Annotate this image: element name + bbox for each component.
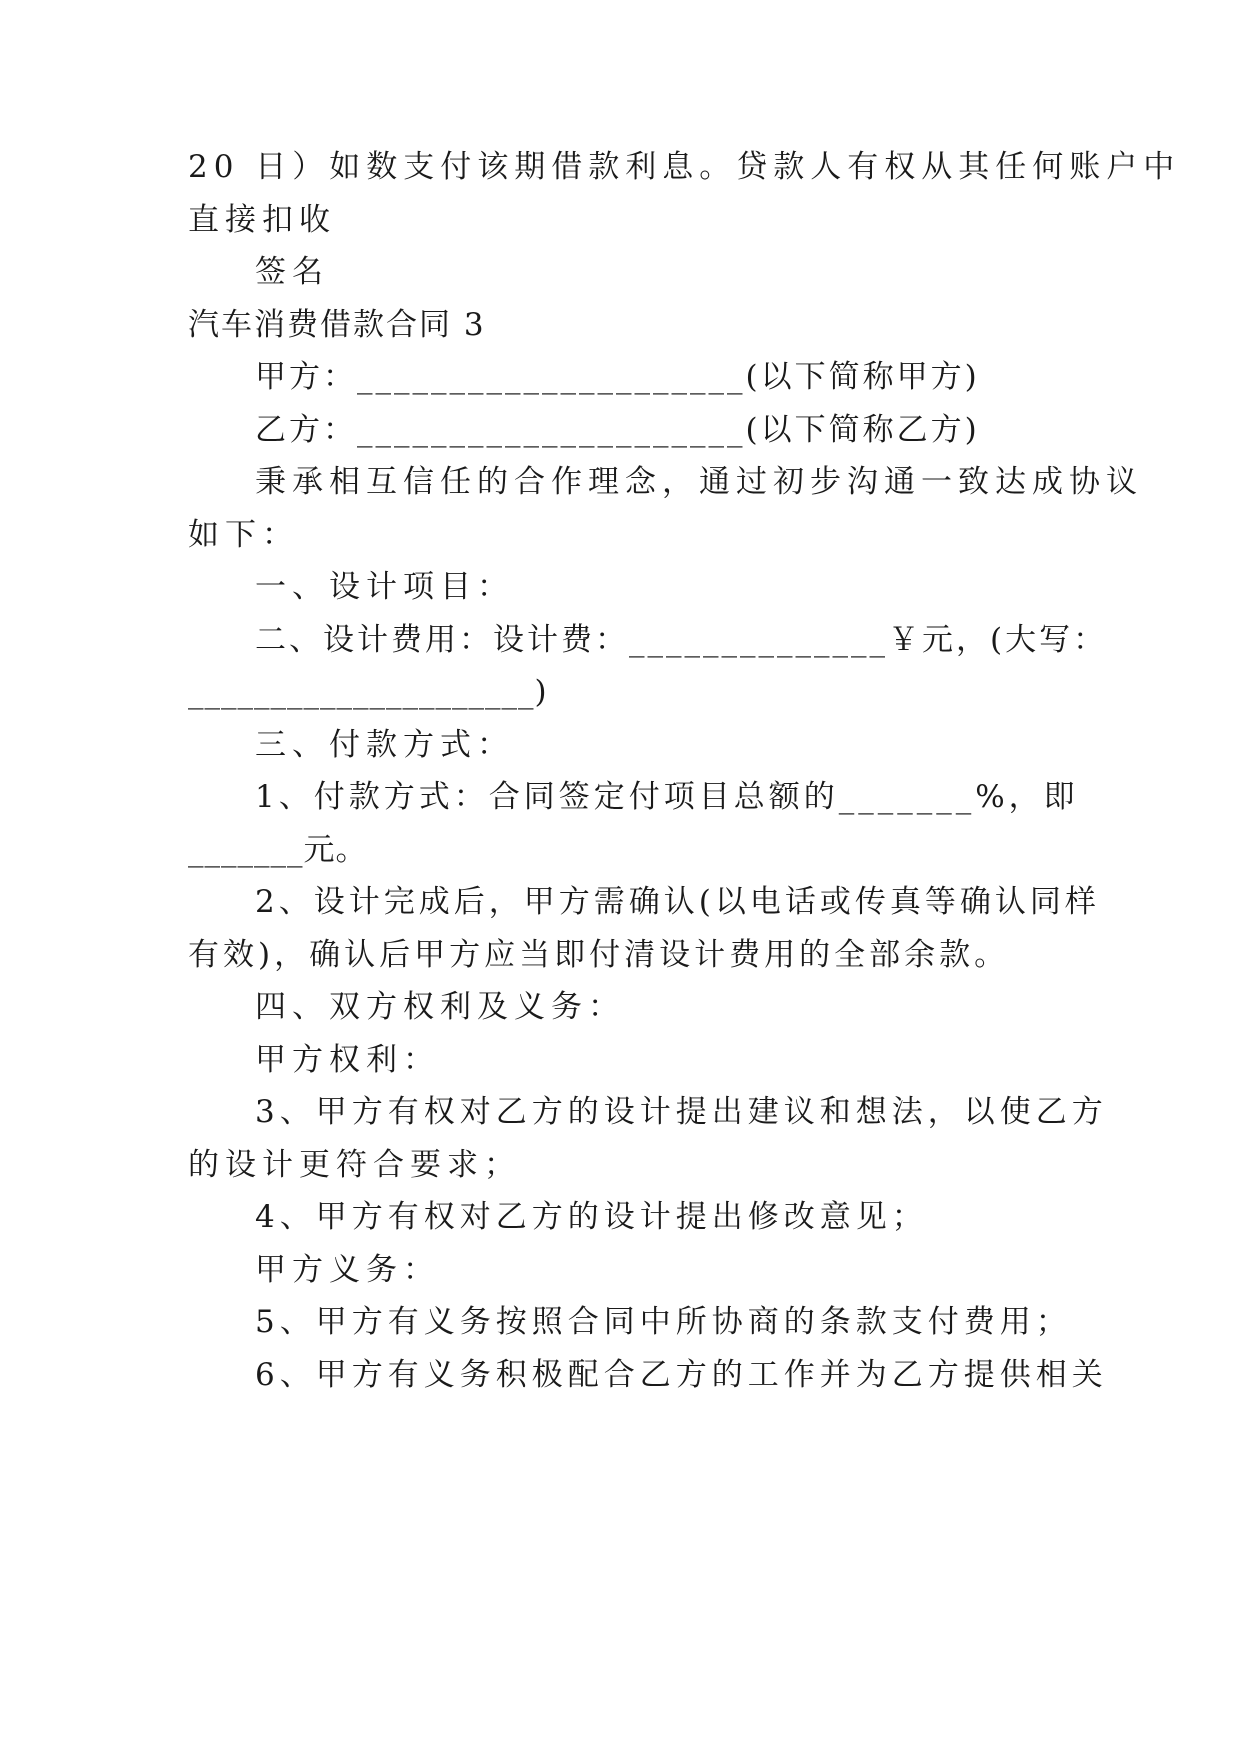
contract-title: 汽车消费借款合同 3 <box>188 307 486 343</box>
text-line: 直接扣收 <box>188 202 336 238</box>
text-line: 的设计更符合要求； <box>188 1147 521 1183</box>
text-line: 3、甲方有权对乙方的设计提出建议和想法，以使乙方 <box>255 1094 1108 1130</box>
section-heading: 一、设计项目： <box>255 569 514 605</box>
text-line: 4、甲方有权对乙方的设计提出修改意见； <box>255 1199 928 1235</box>
subsection-heading: 甲方权利： <box>255 1042 440 1078</box>
signature-label: 签名 <box>255 254 329 290</box>
text-line: _______元。 <box>188 832 368 868</box>
section-heading: 三、付款方式： <box>255 727 514 763</box>
text-line: 1、付款方式：合同签定付项目总额的_______%，即 <box>255 779 1079 815</box>
text-line: 5、甲方有义务按照合同中所协商的条款支付费用； <box>255 1304 1072 1340</box>
text-line: 6、甲方有义务积极配合乙方的工作并为乙方提供相关 <box>255 1357 1108 1393</box>
text-line: _____________________) <box>188 674 548 710</box>
text-line: 20 日）如数支付该期借款利息。贷款人有权从其任何账户中 <box>188 149 1181 185</box>
text-line: 秉承相互信任的合作理念，通过初步沟通一致达成协议 <box>255 464 1143 500</box>
text-line: 2、设计完成后，甲方需确认(以电话或传真等确认同样 <box>255 884 1100 920</box>
text-line: 二、设计费用：设计费：______________￥元，(大写： <box>255 622 1108 658</box>
subsection-heading: 甲方义务： <box>255 1252 440 1288</box>
text-line: 如下： <box>188 517 299 553</box>
party-a-line: 甲方：_____________________(以下简称甲方) <box>255 359 980 395</box>
section-heading: 四、双方权利及义务： <box>255 989 625 1025</box>
party-b-line: 乙方：_____________________(以下简称乙方) <box>255 412 980 448</box>
text-line: 有效)，确认后甲方应当即付清设计费用的全部余款。 <box>188 937 1010 973</box>
